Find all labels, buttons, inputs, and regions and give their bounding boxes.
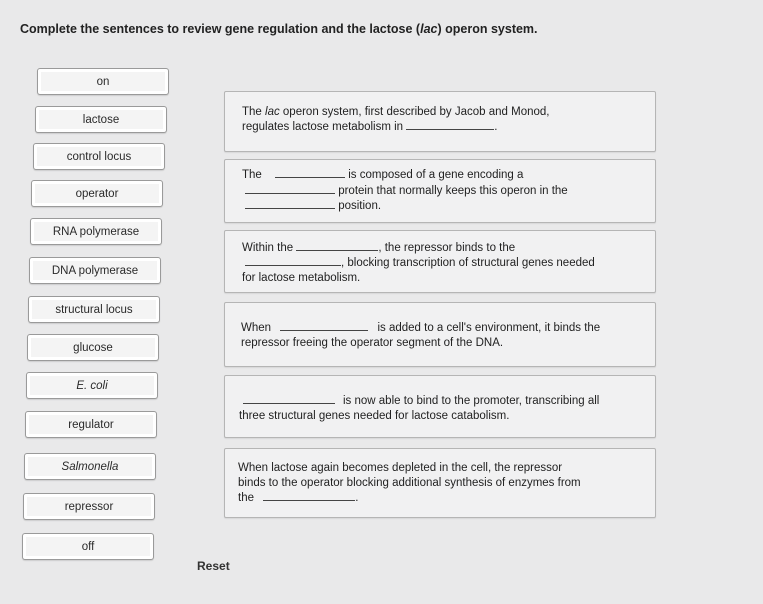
blank-4[interactable]	[296, 241, 378, 251]
blank-1[interactable]	[406, 120, 494, 130]
sentence-6-line-1: When lactose again becomes depleted in the cell, the repressor	[238, 462, 563, 474]
word-chip-structural-locus[interactable]: structural locus	[28, 296, 160, 323]
sentence-6-line-3: the .	[238, 492, 359, 504]
sentence-2-line-2: protein that normally keeps this operon in the	[245, 184, 568, 199]
sentence-4-line-1: When is added to a cell's environment, it binds the	[241, 322, 601, 334]
sentence-3-line-2: , blocking transcription of structural genes needed	[245, 256, 595, 271]
sentence-panel-2	[224, 159, 656, 223]
sentence-4-line-2: repressor freeing the operator segment of the DNA.	[241, 337, 504, 349]
word-chip-on[interactable]: on	[37, 68, 169, 95]
word-chip-salmonella[interactable]: Salmonella	[24, 453, 156, 480]
instruction-title: Complete the sentences to review gene regulation and the lactose (lac) operon system.	[20, 22, 538, 36]
sentence-2-line-1: The is composed of a gene encoding a	[242, 169, 524, 181]
word-chip-control-locus[interactable]: control locus	[33, 143, 165, 170]
blank-8[interactable]	[263, 491, 355, 501]
word-chip-e-coli[interactable]: E. coli	[26, 372, 158, 399]
blank-5[interactable]	[245, 256, 341, 266]
sentence-3-line-3: for lactose metabolism.	[242, 272, 361, 284]
word-chip-glucose[interactable]: glucose	[27, 334, 159, 361]
sentence-panel-1	[224, 91, 656, 152]
word-chip-regulator[interactable]: regulator	[25, 411, 157, 438]
word-chip-operator[interactable]: operator	[31, 180, 163, 207]
blank-3-start[interactable]	[245, 184, 335, 194]
word-chip-dna-polymerase[interactable]: DNA polymerase	[29, 257, 161, 284]
sentence-panel-5	[224, 375, 656, 438]
sentence-panel-3	[224, 230, 656, 293]
word-chip-repressor[interactable]: repressor	[23, 493, 155, 520]
sentence-3-line-1: Within the , the repressor binds to the	[242, 242, 516, 254]
word-chip-lactose[interactable]: lactose	[35, 106, 167, 133]
blank-7[interactable]	[243, 394, 335, 404]
blank-6[interactable]	[280, 321, 368, 331]
word-chip-off[interactable]: off	[22, 533, 154, 560]
sentence-panel-6	[224, 448, 656, 518]
sentence-2-line-3: position.	[245, 199, 381, 214]
sentence-1-line-2: regulates lactose metabolism in .	[242, 121, 498, 133]
word-chip-rna-polymerase[interactable]: RNA polymerase	[30, 218, 162, 245]
blank-3[interactable]	[245, 199, 335, 209]
sentence-6-line-2: binds to the operator blocking additional synthesis of enzymes from	[238, 477, 581, 489]
reset-button[interactable]: Reset	[197, 559, 230, 573]
sentence-panel-4	[224, 302, 656, 367]
blank-2[interactable]	[275, 168, 345, 178]
sentence-5-line-1: is now able to bind to the promoter, transcribing all	[243, 394, 599, 409]
sentence-1-line-1: The lac operon system, first described by Jacob and Monod,	[242, 106, 550, 118]
sentence-5-line-2: three structural genes needed for lactose catabolism.	[239, 410, 510, 422]
